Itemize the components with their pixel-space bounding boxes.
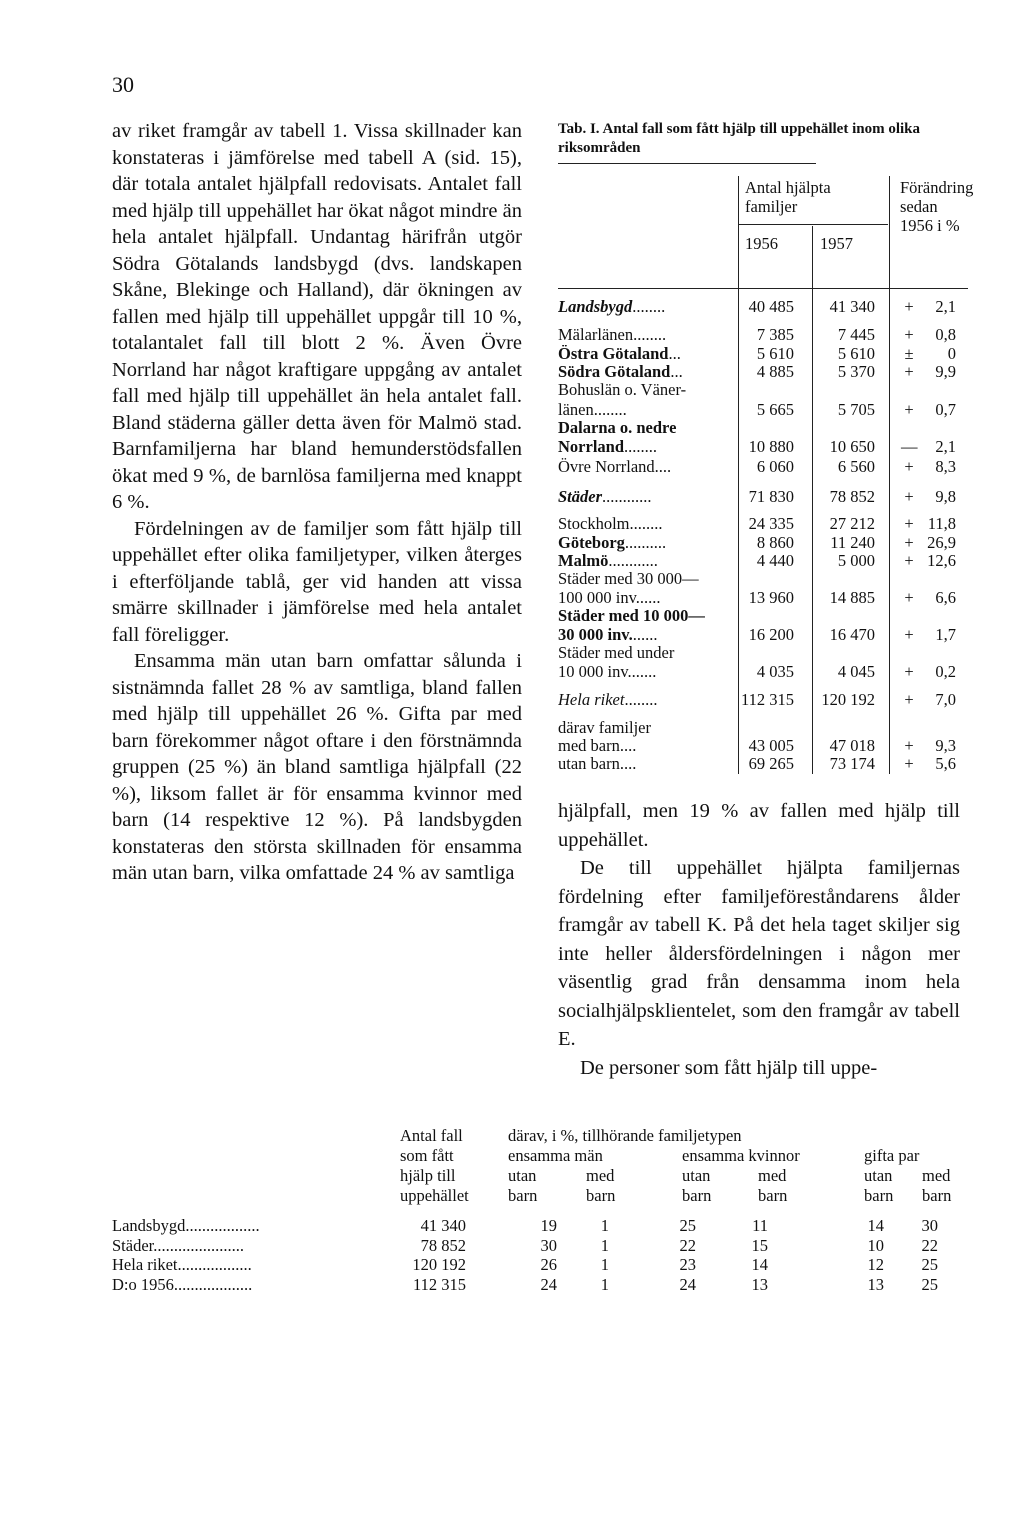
row-label-cell xyxy=(558,345,730,363)
row-label: Städer xyxy=(558,488,603,506)
value-1957: 27 212 xyxy=(829,514,875,533)
row-label-cell xyxy=(558,607,730,625)
row-leader-dots: ... xyxy=(670,363,683,381)
percent-cell: 25 xyxy=(921,1274,938,1294)
paragraph: De personer som fått hjälp till uppe- xyxy=(580,1056,878,1079)
header-barn: barn xyxy=(586,1186,616,1205)
value-1956: 10 880 xyxy=(748,437,794,456)
row-label: därav familjer xyxy=(558,719,651,737)
row-label: Norrland xyxy=(558,438,624,456)
percent-cell: 23 xyxy=(679,1255,696,1274)
divider xyxy=(889,176,890,288)
header-group: Antal hjälpta familjer xyxy=(745,178,831,216)
total-cases: 112 315 xyxy=(412,1274,466,1294)
change-sign: + xyxy=(904,297,914,316)
value-1956: 43 005 xyxy=(748,736,794,755)
row-label: Städer med under xyxy=(558,644,675,662)
row-label: 10 000 inv. xyxy=(558,663,632,681)
header-change: Förändring sedan 1956 i % xyxy=(900,178,974,235)
percent-cell: 14 xyxy=(751,1255,768,1274)
header-barn: barn xyxy=(864,1186,894,1205)
change-sign: + xyxy=(904,662,914,681)
change-sign: + xyxy=(904,457,914,476)
percent-cell: 22 xyxy=(921,1235,938,1255)
row-label: Städer med 30 000— xyxy=(558,570,699,588)
table-row xyxy=(558,570,968,588)
value-1956: 112 315 xyxy=(740,690,794,709)
row-label-cell xyxy=(558,663,730,681)
value-1957: 78 852 xyxy=(829,487,875,506)
row-leader-dots: .......... xyxy=(624,534,667,552)
value-1957: 6 560 xyxy=(837,457,875,476)
table-row xyxy=(112,1256,962,1274)
table-row xyxy=(558,458,968,476)
header-barn: barn xyxy=(922,1186,952,1205)
value-1956: 24 335 xyxy=(748,514,794,533)
change-sign: + xyxy=(904,487,914,506)
row-label-cell xyxy=(558,381,730,399)
change-percent: 0,8 xyxy=(935,325,956,344)
percent-cell: 11 xyxy=(752,1216,768,1235)
header-med: med xyxy=(586,1166,615,1185)
paragraph: hjälpfall, men 19 % av fallen med hjälp till uppehället. xyxy=(558,800,960,851)
row-label: Övre Norrland xyxy=(558,458,655,476)
value-1957: 73 174 xyxy=(829,754,875,773)
row-label: Göteborg xyxy=(558,534,625,552)
change-percent: 9,9 xyxy=(935,362,956,381)
row-leader-dots: ............ xyxy=(608,552,658,570)
value-1957: 11 240 xyxy=(830,533,875,552)
row-label: länen xyxy=(558,401,594,419)
change-percent: 7,0 xyxy=(935,690,956,709)
value-1956: 4 035 xyxy=(756,662,794,681)
percent-cell: 13 xyxy=(751,1274,768,1294)
row-label-cell xyxy=(558,691,730,709)
change-percent: 8,3 xyxy=(935,457,956,476)
header-barn: barn xyxy=(508,1186,538,1205)
change-sign: + xyxy=(904,736,914,755)
row-leader-dots: ........ xyxy=(593,401,627,419)
row-label-cell xyxy=(558,570,730,588)
table-body xyxy=(558,288,968,774)
change-sign: + xyxy=(904,362,914,381)
row-label-cell xyxy=(112,1237,370,1255)
header-barn: barn xyxy=(758,1186,788,1205)
value-1957: 5 610 xyxy=(837,344,875,363)
table-row xyxy=(558,438,968,456)
row-label: Mälarlänen xyxy=(558,326,634,344)
row-label-cell xyxy=(558,552,730,570)
header-men: ensamma män xyxy=(508,1146,603,1165)
row-label: Landsbygd xyxy=(112,1217,186,1235)
paragraph: Fördelningen av de familjer som fått hjälp till uppehället efter olika familjetyper, vilken återges i efterföljande tablå, ger vid handen att vissa smärre skillnader i jämförelse med hela antalet fall föreligger. xyxy=(112,517,522,646)
percent-cell: 1 xyxy=(600,1274,609,1294)
row-label: 100 000 inv. xyxy=(558,589,640,607)
row-label-cell xyxy=(558,401,730,419)
percent-cell: 15 xyxy=(751,1235,768,1255)
value-1957: 5 705 xyxy=(837,400,875,419)
change-sign: + xyxy=(904,690,914,709)
change-percent: 2,1 xyxy=(935,437,956,456)
table-row xyxy=(558,419,968,437)
row-leader-dots: ............ xyxy=(602,488,652,506)
row-label-cell xyxy=(558,438,730,456)
change-percent: 26,9 xyxy=(927,533,956,552)
paragraph: Ensamma män utan barn omfattar sålunda i sistnämnda fallet 28 % av samtliga, bland fallen med hjälp till uppehället 26 %. Gifta par med barn förekommer något oftare i den förstnämnda gruppen (25 %) än bland samtliga hjälpfall (22 %), liksom fallet är för ensamma kvinnor med barn (14 respektive 12 %). På landsbygden konstateras den största skillnaden för ensamma män utan barn, vilka omfattade 24 % av samtliga xyxy=(112,650,522,884)
percent-cell: 24 xyxy=(679,1274,696,1294)
total-cases: 41 340 xyxy=(420,1216,466,1235)
value-1957: 5 000 xyxy=(837,551,875,570)
change-percent: 2,1 xyxy=(935,297,956,316)
value-1956: 6 060 xyxy=(756,457,794,476)
header-utan: utan xyxy=(682,1166,711,1185)
total-cases: 120 192 xyxy=(412,1255,466,1274)
value-1956: 69 265 xyxy=(748,754,794,773)
value-1957: 7 445 xyxy=(837,325,875,344)
row-leader-dots: .... xyxy=(619,737,637,755)
table-row xyxy=(558,488,968,506)
table-row xyxy=(558,345,968,363)
table-row xyxy=(558,691,968,709)
total-cases: 78 852 xyxy=(420,1235,466,1255)
percent-cell: 25 xyxy=(921,1255,938,1274)
table-row xyxy=(558,326,968,344)
percent-cell: 1 xyxy=(600,1235,609,1255)
row-label-cell xyxy=(558,589,730,607)
row-label-cell xyxy=(558,626,730,644)
row-label-cell xyxy=(558,515,730,533)
value-1957: 120 192 xyxy=(821,690,875,709)
divider xyxy=(812,226,813,288)
value-1956: 5 665 xyxy=(756,400,794,419)
value-1956: 13 960 xyxy=(748,588,794,607)
table-row xyxy=(112,1217,962,1235)
row-label: med barn xyxy=(558,737,620,755)
row-label: Östra Götaland xyxy=(558,345,669,363)
percent-cell: 22 xyxy=(679,1235,696,1255)
change-sign: + xyxy=(904,551,914,570)
value-1956: 4 885 xyxy=(756,362,794,381)
table-row xyxy=(558,534,968,552)
row-label-cell xyxy=(558,419,730,437)
row-label-cell xyxy=(558,298,730,316)
row-label: D:o 1956 xyxy=(112,1275,174,1294)
percent-cell: 26 xyxy=(540,1255,557,1274)
header-barn: barn xyxy=(682,1186,712,1205)
change-sign: + xyxy=(904,588,914,607)
percent-cell: 10 xyxy=(867,1235,884,1255)
header-women: ensamma kvinnor xyxy=(682,1146,800,1165)
value-1957: 47 018 xyxy=(829,736,875,755)
row-label: Städer xyxy=(112,1236,154,1255)
change-percent: 0 xyxy=(947,344,956,363)
percent-cell: 12 xyxy=(867,1255,884,1274)
table-row xyxy=(558,401,968,419)
value-1956: 7 385 xyxy=(756,325,794,344)
row-leader-dots: ..... xyxy=(639,589,661,607)
table-row xyxy=(558,589,968,607)
table-row xyxy=(558,298,968,316)
change-sign: + xyxy=(904,325,914,344)
row-label: Städer med 10 000— xyxy=(558,607,705,625)
change-sign: — xyxy=(901,437,918,456)
header-group: därav, i %, tillhörande familjetypen xyxy=(508,1126,742,1145)
row-label: Dalarna o. nedre xyxy=(558,419,677,437)
row-leader-dots: ........ xyxy=(632,298,666,316)
change-sign: + xyxy=(904,533,914,552)
change-percent: 1,7 xyxy=(935,625,956,644)
percent-cell: 13 xyxy=(867,1274,884,1294)
value-1957: 41 340 xyxy=(829,297,875,316)
row-label-cell xyxy=(112,1256,370,1274)
table-row xyxy=(558,363,968,381)
row-leader-dots: ...... xyxy=(631,663,657,681)
row-label-cell xyxy=(558,326,730,344)
change-percent: 0,7 xyxy=(935,400,956,419)
value-1956: 8 860 xyxy=(756,533,794,552)
row-leader-dots: ...... xyxy=(632,626,658,644)
header-total-2: som fått xyxy=(400,1146,454,1165)
divider xyxy=(738,176,739,288)
value-1956: 71 830 xyxy=(748,487,794,506)
row-label-cell xyxy=(558,488,730,506)
table-i xyxy=(558,120,974,773)
paragraph: av riket framgår av tabell 1. Vissa skillnader kan konstateras i jämförelse med tabell A (sid. 15), där totala antalet hjälpfall redovisats. Antalet fall med hjälp till uppehället har ökat något mindre än hela antalet hjälpfall. Undantag härifrån utgör Södra Götalands landsbygd (dvs. landskapen Skåne, Blekinge och Halland), där ökningen av fallen med hjälp till uppehället uppgår till 10 %, totalantalet fall till blott 2 %. Även Övre Norrland har något kraftigare uppgång av antalet fall med hjälp till uppehället än hela antalet fall. Bland städerna gäller detta även för Malmö stad. Barnfamiljerna har bland hemunderstödsfallen ökat med 9 %, de barnlösa familjerna med knappt 6 %. xyxy=(112,120,522,513)
value-1956: 4 440 xyxy=(756,551,794,570)
change-sign: + xyxy=(904,514,914,533)
header-total-3: hjälp till xyxy=(400,1166,456,1185)
caption-rule xyxy=(558,163,816,164)
percent-cell: 1 xyxy=(600,1255,609,1274)
table-row xyxy=(558,644,968,662)
paragraph: De till uppehället hjälpta familjernas fördelning efter familjeföreståndarens ålder framgår av tabell K. På det hela taget skiljer sig inte heller åldersfördelningen i någon mer väsentlig grad från densamma inom hela socialhjälpsklientelet, som den framgår av tabell E. xyxy=(558,857,960,1050)
row-leader-dots: ........ xyxy=(633,326,667,344)
row-label: Malmö xyxy=(558,552,609,570)
row-label-cell xyxy=(558,719,730,737)
left-column xyxy=(112,118,522,887)
percent-cell: 25 xyxy=(679,1216,696,1235)
change-percent: 9,8 xyxy=(935,487,956,506)
value-1956: 16 200 xyxy=(748,625,794,644)
row-leader-dots: ...................... xyxy=(153,1236,244,1255)
table-row xyxy=(558,737,968,755)
percent-cell: 14 xyxy=(867,1216,884,1235)
row-label: Stockholm xyxy=(558,515,630,533)
header-couples: gifta par xyxy=(864,1146,920,1165)
table-row xyxy=(112,1237,962,1255)
percent-cell: 24 xyxy=(540,1274,557,1294)
row-label: Landsbygd xyxy=(558,298,633,316)
table-row xyxy=(558,626,968,644)
row-label-cell xyxy=(558,644,730,662)
value-1956: 5 610 xyxy=(756,344,794,363)
change-percent: 0,2 xyxy=(935,662,956,681)
table-row xyxy=(558,515,968,533)
percent-cell: 19 xyxy=(540,1216,557,1235)
header-total-4: uppehället xyxy=(400,1186,469,1205)
percent-cell: 30 xyxy=(921,1216,938,1235)
value-1956: 40 485 xyxy=(748,297,794,316)
row-leader-dots: .................. xyxy=(177,1256,252,1274)
row-label-cell xyxy=(558,755,730,773)
change-sign: + xyxy=(904,625,914,644)
row-leader-dots: ........ xyxy=(624,691,658,709)
value-1957: 16 470 xyxy=(829,625,875,644)
table-row xyxy=(558,381,968,399)
value-1957: 10 650 xyxy=(829,437,875,456)
header-med: med xyxy=(922,1166,951,1185)
change-sign: ± xyxy=(904,344,914,363)
percent-cell: 30 xyxy=(540,1235,557,1255)
row-leader-dots: .................. xyxy=(185,1217,260,1235)
header-1957: 1957 xyxy=(820,234,853,253)
table-header xyxy=(558,176,974,289)
header-med: med xyxy=(758,1166,787,1185)
row-label: Hela riket xyxy=(558,691,625,709)
header-rule xyxy=(738,224,888,225)
row-leader-dots: ........ xyxy=(629,515,663,533)
change-percent: 12,6 xyxy=(927,551,956,570)
row-leader-dots: ........ xyxy=(624,438,657,456)
header-utan: utan xyxy=(508,1166,537,1185)
row-leader-dots: .... xyxy=(654,458,672,476)
value-1957: 5 370 xyxy=(837,362,875,381)
change-percent: 9,3 xyxy=(935,736,956,755)
table-row xyxy=(558,552,968,570)
row-label-cell xyxy=(558,737,730,755)
table-caption: Tab. I. Antal fall som fått hjälp till uppehället inom olika riksområden xyxy=(558,121,921,156)
row-label-cell xyxy=(558,458,730,476)
table-row xyxy=(558,719,968,737)
page-number: 30 xyxy=(112,72,134,97)
row-label: Södra Götaland xyxy=(558,363,671,381)
change-sign: + xyxy=(904,400,914,419)
change-percent: 5,6 xyxy=(935,754,956,773)
table-row xyxy=(558,607,968,625)
table-row xyxy=(558,663,968,681)
value-1957: 14 885 xyxy=(829,588,875,607)
right-column xyxy=(558,797,960,1082)
row-label-cell xyxy=(558,534,730,552)
header-utan: utan xyxy=(864,1166,893,1185)
row-leader-dots: ... xyxy=(668,345,681,363)
row-label: Bohuslän o. Väner- xyxy=(558,381,687,399)
row-label-cell xyxy=(112,1217,370,1235)
table-row xyxy=(558,755,968,773)
row-leader-dots: .... xyxy=(619,755,637,773)
table-row xyxy=(112,1276,962,1294)
row-label: Hela riket xyxy=(112,1256,178,1274)
header-total-1: Antal fall xyxy=(400,1126,463,1145)
change-percent: 6,6 xyxy=(935,588,956,607)
value-1957: 4 045 xyxy=(837,662,875,681)
row-leader-dots: ................... xyxy=(173,1275,253,1294)
change-percent: 11,8 xyxy=(927,514,956,533)
header-1956: 1956 xyxy=(745,234,778,253)
row-label: utan barn xyxy=(558,755,620,773)
percent-cell: 1 xyxy=(600,1216,609,1235)
row-label-cell xyxy=(558,363,730,381)
change-sign: + xyxy=(904,754,914,773)
row-label-cell xyxy=(112,1276,370,1294)
row-label: 30 000 inv. xyxy=(558,626,633,644)
